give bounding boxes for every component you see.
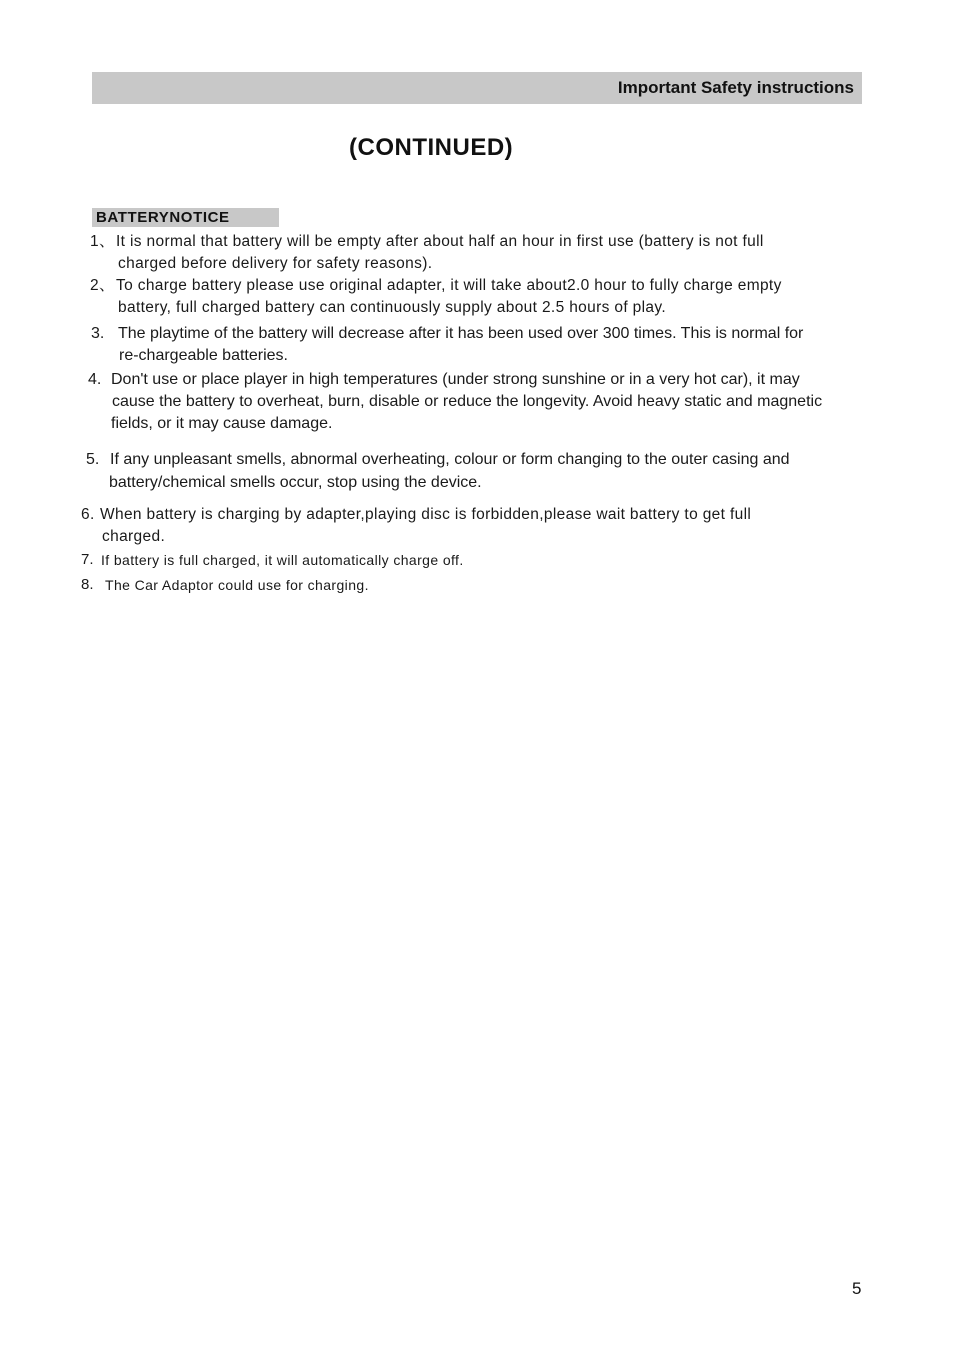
list-item-text-line: cause the battery to overheat, burn, disable or reduce the longevity. Avoid heavy static and magnetic — [112, 393, 823, 410]
list-item-text-line: battery/chemical smells occur, stop using the device. — [109, 474, 482, 491]
list-item-number: 4. — [88, 371, 102, 388]
list-item-number: 1、 — [90, 233, 115, 250]
list-item-4 — [88, 369, 822, 435]
list-item-text-line: fields, or it may cause damage. — [111, 415, 333, 432]
list-item-text-line: battery, full charged battery can continuously supply about 2.5 hours of play. — [118, 299, 667, 316]
list-item-number: 5. — [86, 451, 100, 468]
list-item-text-line: The playtime of the battery will decrease after it has been used over 300 times. This is normal for — [118, 325, 804, 342]
list-item-number: 6. — [81, 506, 95, 523]
list-item-text-line: charged. — [102, 528, 166, 545]
list-item-text-line: If battery is full charged, it will automatically charge off. — [101, 552, 464, 568]
page-heading: (CONTINUED) — [349, 134, 514, 161]
section-label-box — [92, 208, 279, 227]
list-item-7 — [81, 549, 464, 571]
list-item-3 — [91, 323, 803, 367]
list-item-1 — [90, 231, 764, 275]
list-item-text-line: To charge battery please use original adapter, it will take about2.0 hour to fully charge empty — [116, 277, 782, 294]
list-item-number: 8. — [81, 576, 94, 593]
page-number: 5 — [852, 1279, 862, 1298]
list-item-number: 2、 — [90, 277, 115, 294]
header-bar — [92, 72, 862, 104]
list-item-text-line: re-chargeable batteries. — [119, 347, 288, 364]
list-item-text-line: The Car Adaptor could use for charging. — [105, 577, 369, 593]
list-item-text-line: Don't use or place player in high temperatures (under strong sunshine or in a very hot car), it may — [111, 371, 800, 388]
list-item-8 — [81, 574, 369, 596]
list-item-text-line: charged before delivery for safety reasons). — [118, 255, 433, 272]
list-item-text-line: If any unpleasant smells, abnormal overheating, colour or form changing to the outer casing and — [110, 451, 790, 468]
list-item-2 — [90, 275, 782, 319]
list-item-number: 7. — [81, 551, 94, 568]
list-item-6 — [81, 504, 751, 548]
list-item-text-line: It is normal that battery will be empty after about half an hour in first use (battery is not full — [116, 233, 764, 250]
list-item-5 — [86, 448, 790, 494]
list-item-text-line: When battery is charging by adapter,playing disc is forbidden,please wait battery to get full — [100, 506, 752, 523]
header-title: Important Safety instructions — [617, 78, 854, 97]
list-item-number: 3. — [91, 325, 105, 342]
section-label: BATTERYNOTICE — [96, 209, 230, 226]
